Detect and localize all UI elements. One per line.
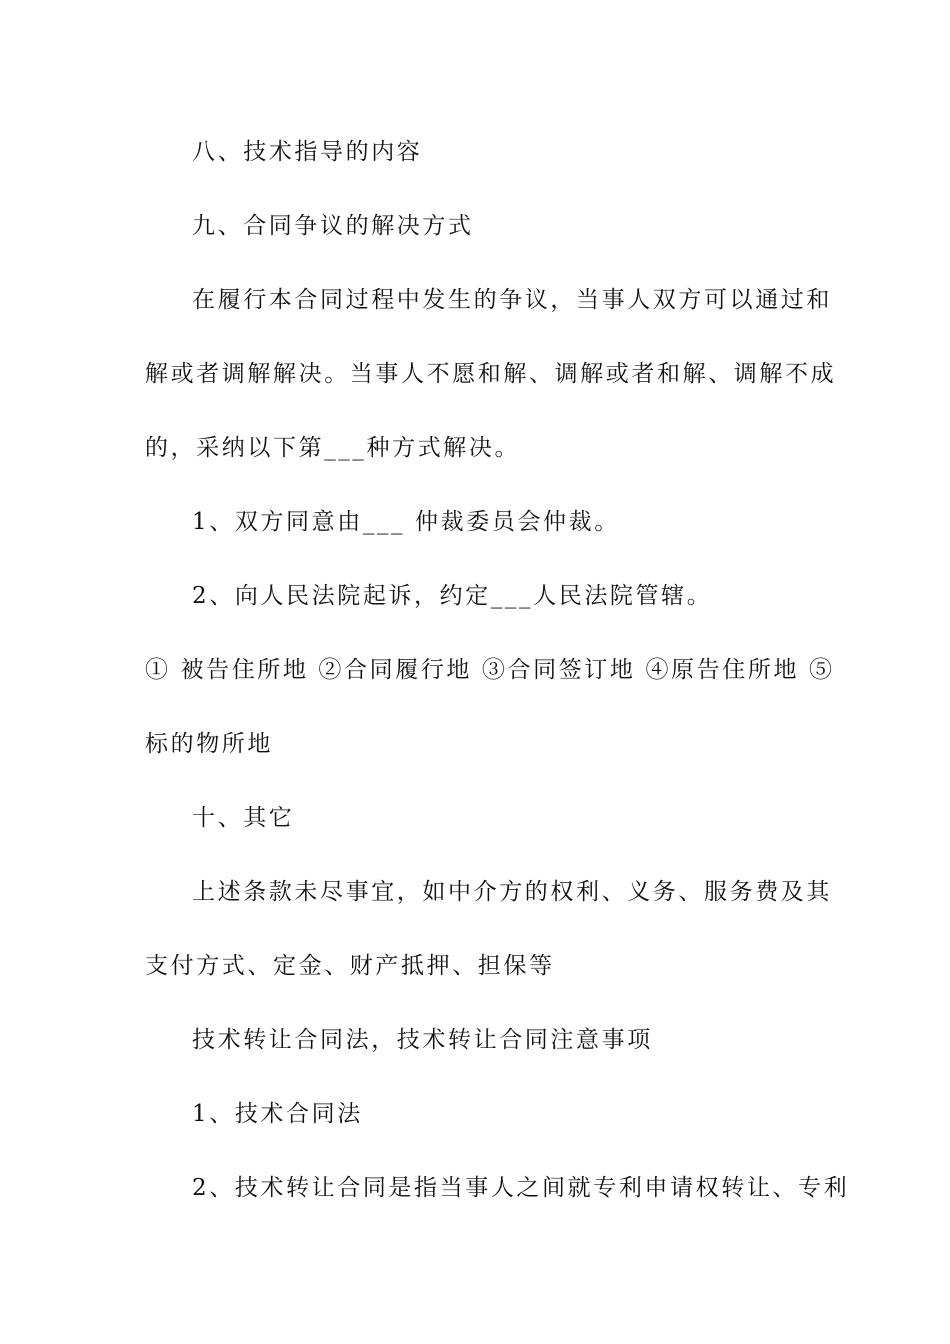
section-heading-10: 十、其它 xyxy=(192,805,295,831)
options-line: 标的物所地 xyxy=(145,731,273,757)
article-title: 技术转让合同法，技术转让合同注意事项 xyxy=(192,1027,653,1053)
paragraph-line: 支付方式、定金、财产抵押、担保等 xyxy=(145,953,555,979)
list-item-litigation: 2、向人民法院起诉，约定___人民法院管辖。 xyxy=(192,583,713,609)
section-heading-8: 八、技术指导的内容 xyxy=(192,139,423,165)
paragraph-line: 解或者调解解决。当事人不愿和解、调解或者和解、调解不成 xyxy=(145,361,837,387)
options-line: ① 被告住所地 ②合同履行地 ③合同签订地 ④原告住所地 ⑤ xyxy=(145,657,835,683)
paragraph-line: 在履行本合同过程中发生的争议，当事人双方可以通过和 xyxy=(192,287,832,313)
list-item: 1、技术合同法 xyxy=(192,1101,363,1127)
section-heading-9: 九、合同争议的解决方式 xyxy=(192,213,474,239)
list-item: 2、技术转让合同是指当事人之间就专利申请权转让、专利 xyxy=(192,1175,850,1201)
paragraph-line: 的，采纳以下第___种方式解决。 xyxy=(145,435,521,461)
paragraph-line: 上述条款未尽事宜，如中介方的权利、义务、服务费及其 xyxy=(192,879,832,905)
list-item-arbitration: 1、双方同意由___ 仲裁委员会仲裁。 xyxy=(192,509,620,535)
